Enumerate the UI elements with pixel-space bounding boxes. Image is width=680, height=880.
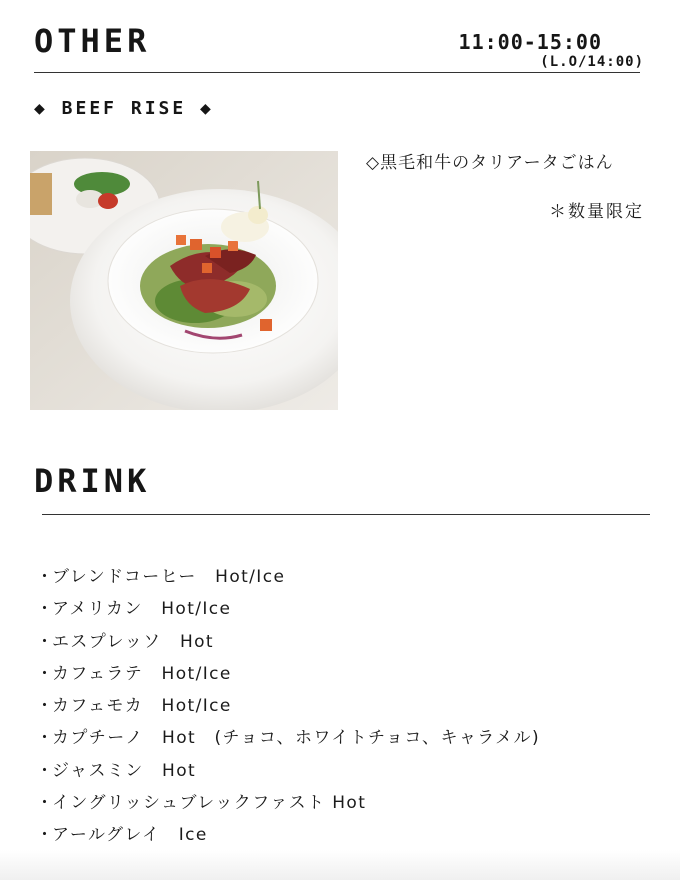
drink-item-label: カプチーノ Hot (チョコ、ホワイトチョコ、キャラメル)	[52, 728, 540, 749]
list-bullet: ・	[36, 696, 55, 717]
list-bullet: ・	[36, 599, 55, 620]
last-order-time: (L.O/14:00)	[540, 54, 644, 70]
drink-item-label: エスプレッソ Hot	[52, 631, 214, 652]
drink-section-title: DRINK	[34, 462, 151, 500]
drink-item	[36, 759, 540, 791]
list-bullet: ・	[36, 825, 55, 846]
drink-item-label: イングリッシュブレックファスト Hot	[52, 793, 367, 814]
list-bullet: ・	[36, 760, 55, 781]
list-bullet: ・	[36, 663, 55, 684]
drink-item-label: カフェモカ Hot/Ice	[52, 696, 232, 717]
drink-item-label: アールグレイ Ice	[52, 825, 208, 846]
list-bullet: ・	[36, 631, 55, 652]
drink-item	[36, 662, 540, 694]
drink-divider	[42, 514, 650, 515]
beef-dish-photo	[30, 151, 338, 410]
list-bullet: ・	[36, 793, 55, 814]
drink-item	[36, 565, 540, 597]
beef-rise-heading: ◆ BEEF RISE ◆	[34, 98, 214, 119]
drink-item-label: ジャスミン Hot	[52, 760, 197, 781]
drink-item	[36, 726, 540, 758]
drink-item	[36, 791, 540, 823]
drink-item-label: カフェラテ Hot/Ice	[52, 663, 232, 684]
other-section-title: OTHER	[34, 22, 151, 60]
bottom-shade	[0, 850, 680, 880]
drink-item-label: アメリカン Hot/Ice	[52, 599, 232, 620]
list-bullet: ・	[36, 567, 55, 587]
drink-item	[36, 694, 540, 726]
drink-item	[36, 597, 540, 629]
drink-item-label: ブレンドコーヒー Hot/Ice	[52, 567, 286, 587]
opening-hours: 11:00-15:00	[458, 30, 602, 54]
other-divider	[34, 72, 640, 73]
limited-quantity-note: ＊数量限定	[549, 202, 644, 222]
dish-name: ◇黒毛和牛のタリアータごはん	[366, 153, 614, 173]
list-bullet: ・	[36, 728, 55, 749]
drink-list	[36, 565, 540, 856]
drink-item	[36, 630, 540, 662]
